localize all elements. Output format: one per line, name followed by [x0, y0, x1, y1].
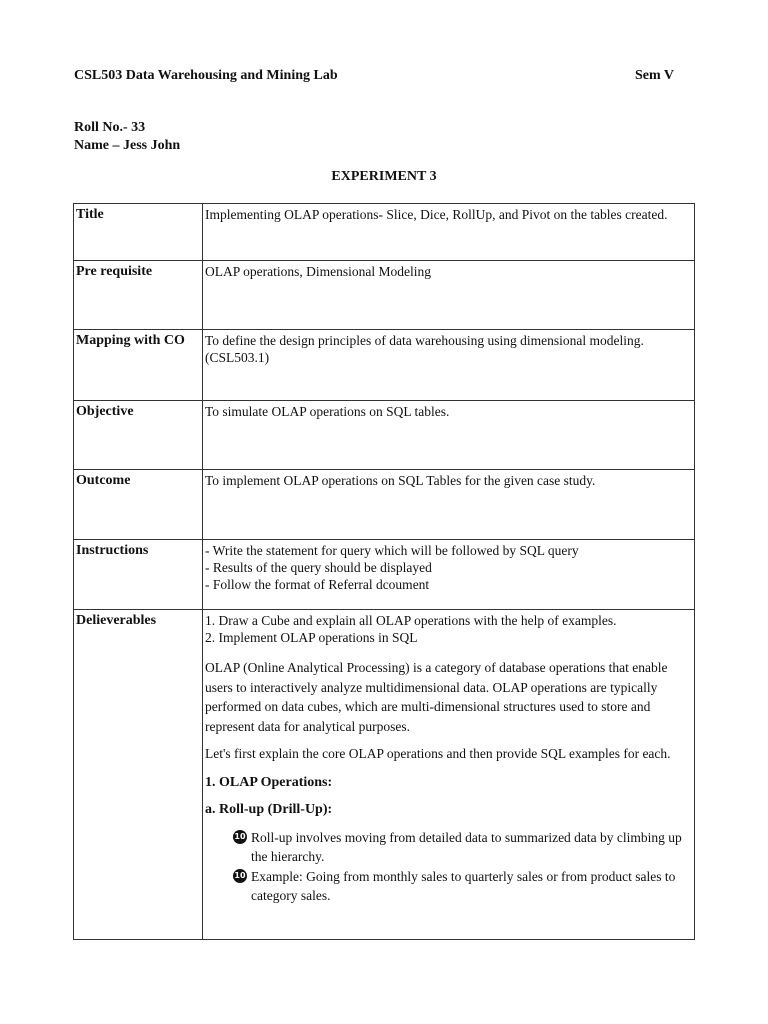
prerequisite-label: Pre requisite: [74, 261, 203, 330]
olap-intro-paragraph: OLAP (Online Analytical Processing) is a category of database operations that enable users to interactively analyze multidimensional data. OLAP operations are typically performed on data cubes, which are multi-dimensional structures used to store and represent data for analytical purposes.: [205, 660, 668, 734]
course-title: CSL503 Data Warehousing and Mining Lab: [74, 68, 338, 83]
subsection-heading: a. Roll-up (Drill-Up):: [205, 801, 333, 817]
list-item: [233, 828, 692, 867]
title-value: Implementing OLAP operations- Slice, Dice, RollUp, and Pivot on the tables created.: [203, 204, 695, 261]
table-row-objective: [74, 401, 695, 470]
instruction-line: - Results of the query should be displayed: [205, 560, 432, 575]
objective-value: To simulate OLAP operations on SQL tables.: [203, 401, 695, 470]
bullet-text: Roll-up involves moving from detailed data to summarized data by climbing up the hierarchy.: [251, 829, 682, 864]
table-row-deliverables: [74, 610, 695, 940]
instruction-line: - Write the statement for query which will be followed by SQL query: [205, 543, 579, 558]
deliverables-value: [203, 610, 695, 940]
table-row-title: [74, 204, 695, 261]
experiment-table: [73, 203, 695, 940]
outcome-value: To implement OLAP operations on SQL Tables for the given case study.: [203, 470, 695, 540]
deliverable-item: 2. Implement OLAP operations in SQL: [205, 630, 418, 645]
prerequisite-value: OLAP operations, Dimensional Modeling: [203, 261, 695, 330]
instructions-value: [203, 540, 695, 610]
mapping-value: To define the design principles of data warehousing using dimensional modeling. (CSL503.1): [203, 330, 695, 401]
roll-number: Roll No.- 33: [74, 120, 146, 135]
table-row-outcome: [74, 470, 695, 540]
experiment-title: EXPERIMENT 3: [331, 169, 437, 184]
deliverable-item: 1. Draw a Cube and explain all OLAP operations with the help of examples.: [205, 613, 617, 628]
table-row-instructions: [74, 540, 695, 610]
objective-label: Objective: [74, 401, 203, 470]
circled-number-bullet-icon: 10: [233, 869, 247, 883]
circled-number-bullet-icon: 10: [233, 830, 247, 844]
table-row-prerequisite: [74, 261, 695, 330]
table-row-mapping: [74, 330, 695, 401]
section-heading: 1. OLAP Operations:: [205, 774, 333, 790]
outcome-label: Outcome: [74, 470, 203, 540]
student-name: Name – Jess John: [74, 138, 181, 153]
semester-label: Sem V: [634, 68, 674, 83]
instruction-line: - Follow the format of Referral dcoument: [205, 577, 430, 592]
instructions-label: Instructions: [74, 540, 203, 610]
bullet-text: Example: Going from monthly sales to quarterly sales or from product sales to category sales.: [251, 868, 676, 903]
olap-transition-paragraph: Let's first explain the core OLAP operations and then provide SQL examples for each.: [205, 746, 671, 761]
rollup-bullet-list: [205, 828, 692, 906]
title-label: Title: [74, 204, 203, 261]
deliverables-label: Delieverables: [74, 610, 203, 940]
list-item: [233, 867, 692, 906]
student-info: [74, 119, 180, 155]
mapping-label: Mapping with CO: [74, 330, 203, 401]
deliverables-list: [205, 612, 692, 646]
